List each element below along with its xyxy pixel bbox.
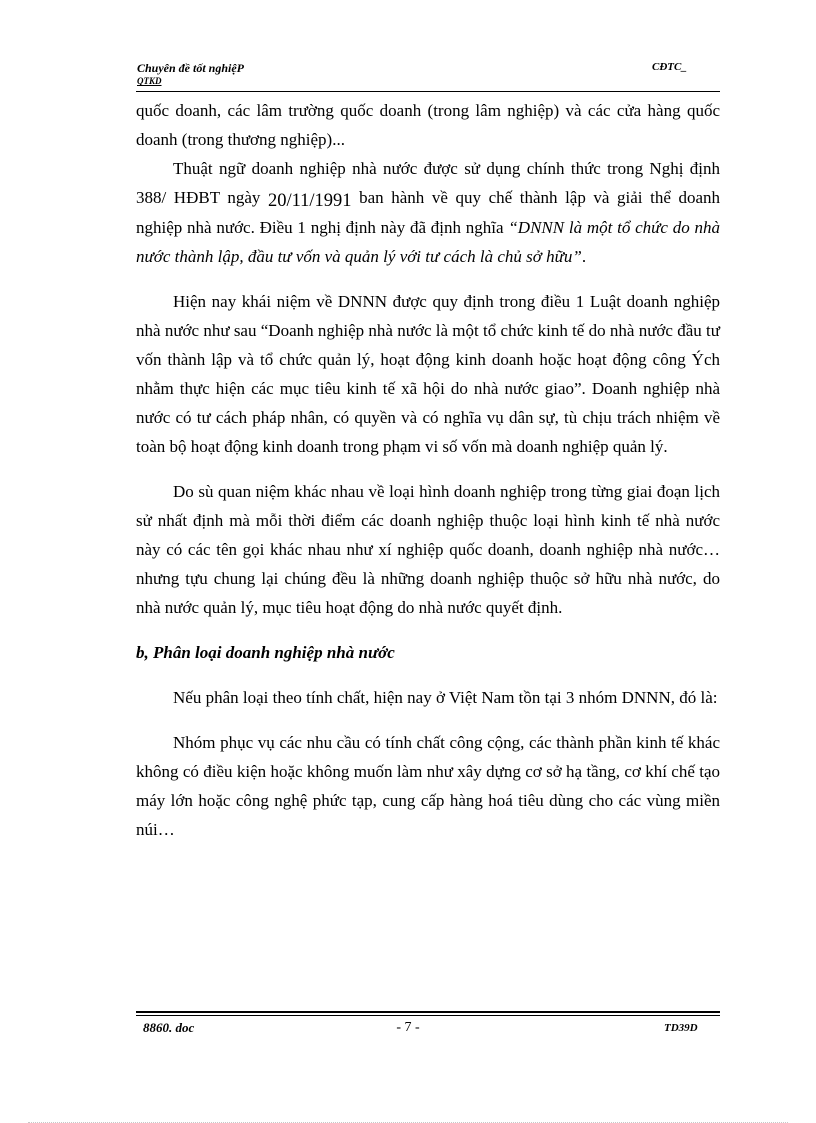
- paragraph-current-concept: Hiện nay khái niệm về DNNN được quy định trong điều 1 Luật doanh nghiệp nhà nước như sau “Doanh nghiệp nhà nước là một tổ chức kinh tế do nhà nước đầu tư vốn thành lập và tổ chức quản lý, hoạt động kinh doanh hoặc hoạt động công Ých nhằm thực hiện các mục tiêu kinh tế xã hội do nhà nước giao”. Doanh nghiệp nhà nước có tư cách pháp nhân, có quyền và có nghĩa vụ dân sự, tù chịu trách nhiệm về toàn bộ hoạt động kinh doanh trong phạm vi số vốn mà doanh nghiệp quản lý.: [136, 292, 720, 456]
- paragraph-continuation: quốc doanh, các lâm trường quốc doanh (trong lâm nghiệp) và các cửa hàng quốc doanh (trong thương nghiệp)...: [136, 101, 720, 149]
- paragraph-classification: Nếu phân loại theo tính chất, hiện nay ở Việt Nam tồn tại 3 nhóm DNNN, đó là:: [173, 688, 718, 707]
- header-doc-title: Chuyên đề tốt nghiệP: [137, 61, 245, 75]
- header-right: CĐTC_: [652, 61, 687, 73]
- paragraph-definition-end: .: [581, 247, 587, 266]
- paragraph-definition: [136, 154, 720, 271]
- page-number: - 7 -: [396, 1020, 420, 1035]
- page-body: [136, 96, 720, 844]
- header-doc-subtitle: QTKD: [137, 76, 162, 86]
- footer-filename: 8860. doc: [143, 1020, 195, 1035]
- paragraph-naming: Do sù quan niệm khác nhau về loại hình doanh nghiệp trong từng giai đoạn lịch sử nhất định mà mỗi thời điểm các doanh nghiệp thuộc loại hình kinh tế nhà nước này có các tên gọi khác nhau như xí nghiệp quốc doanh, doanh nghiệp nhà nước… nhưng tựu chung lại chúng đều là những doanh nghiệp thuộc sở hữu nhà nước, do nhà nước quản lý, mục tiêu hoạt động do nhà nước quyết định.: [136, 482, 720, 617]
- header-left: [137, 60, 244, 87]
- paragraph-definition-text-2: ban hành về quy chế thành lập và giải thể doanh nghiệp nhà nước. Điều 1 nghị định này đã định nghĩa: [136, 188, 720, 237]
- paragraph-definition-text: Thuật ngữ doanh nghiệp nhà nước được sử dụng chính thức trong Nghị định 388/ HĐBT ngày: [136, 159, 720, 207]
- definition-quote: “DNNN là một tổ chức do nhà nước thành lập, đầu tư vốn và quản lý với tư cách là chủ sở hữu”: [136, 218, 721, 266]
- footer-rule-thin: [136, 1015, 720, 1016]
- footer-code: TD39D: [664, 1022, 698, 1034]
- paragraph-group-1: Nhóm phục vụ các nhu cầu có tính chất công cộng, các thành phần kinh tế khác không có điều kiện hoặc không muốn làm như xây dựng cơ sở hạ tầng, cơ khí chế tạo máy lớn hoặc công nghệ phức tạp, cung cấp hàng hoá tiêu dùng cho các vùng miền núi…: [136, 733, 720, 839]
- section-heading: b, Phân loại doanh nghiệp nhà nước: [136, 643, 395, 662]
- header-rule: [136, 91, 720, 92]
- decree-date: 20/11/1991: [267, 191, 352, 211]
- footer-rule-thick: [136, 1011, 720, 1013]
